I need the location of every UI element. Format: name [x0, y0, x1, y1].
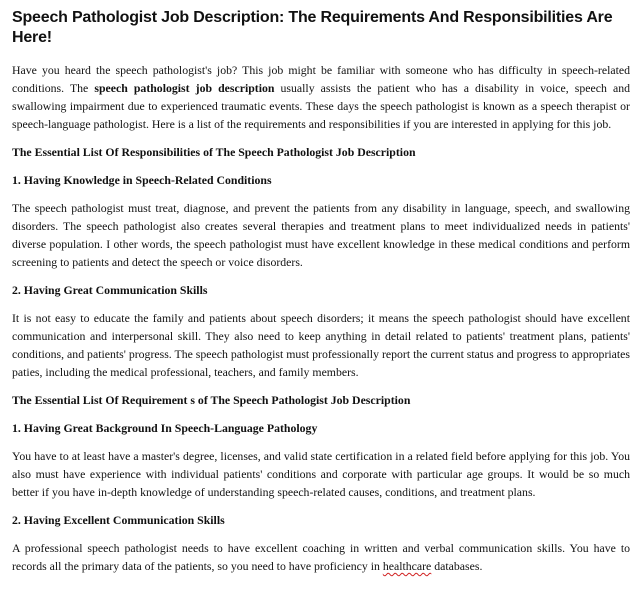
requirement-2-text [12, 539, 630, 575]
responsibility-1-text: The speech pathologist must treat, diagnose, and prevent the patients from any disability in language, speech, and swallowing disorders. The speech pathologist also creates several therapies and treatment plans to meet individualized needs in patients' diverse population. I other words, the speech pathologist must have excellent knowledge in these medical conditions and perform screening to patients and detect the speech or voice disorders. [12, 201, 630, 269]
responsibilities-heading: The Essential List Of Responsibilities of The Speech Pathologist Job Description [12, 145, 416, 159]
responsibility-2-heading: 2. Having Great Communication Skills [12, 283, 208, 297]
intro-text-start: Have you heard the speech pathologist's job? This job might be familiar with someone who has difficulty in speech-related conditions. The [12, 63, 630, 95]
document-title: Speech Pathologist Job Description: The Requirements And Responsibilities Are Here! [12, 9, 613, 46]
requirement-1-text: You have to at least have a master's degree, licenses, and valid state certification in a related field before applying for this job. You also must have experience with individual patients' conditions and corporate with particular age groups. It would be so much better if you have in-depth knowledge of understanding speech-related causes, conditions, and treatment plans. [12, 449, 630, 499]
requirement-2-text-end: databases. [431, 559, 483, 573]
spellcheck-flagged-word: healthcare [382, 559, 432, 573]
intro-bold-term: speech pathologist job description [94, 81, 275, 95]
intro-text-end: usually assists the patient who has a disability in voice, speech and swallowing impairment due to experienced traumatic events. These days the speech pathologist is known as a speech therapist or speech-language pathologist. Here is a list of the requirements and responsibilities if you are interested in applying for this job. [12, 81, 630, 131]
intro-paragraph [12, 61, 630, 133]
requirement-2-text-start: A professional speech pathologist needs to have excellent coaching in written and verbal communication skills. You have to records all the primary data of the patients, so you need to have proficiency in [12, 541, 630, 573]
responsibility-1-heading: 1. Having Knowledge in Speech-Related Conditions [12, 173, 272, 187]
requirement-2-heading: 2. Having Excellent Communication Skills [12, 513, 225, 527]
requirement-1-heading: 1. Having Great Background In Speech-Language Pathology [12, 421, 318, 435]
responsibility-2-text: It is not easy to educate the family and patients about speech disorders; it means the speech pathologist should have excellent communication and interpersonal skill. They also need to keep anything in detail related to patients' treatment plans, patients' conditions, and patients' progress. The speech pathologist must professionally report the current status and progress to appropriates paties, including the medical professional, teachers, and family members. [12, 311, 630, 379]
requirements-heading: The Essential List Of Requirement s of The Speech Pathologist Job Description [12, 393, 411, 407]
document-page [12, 8, 630, 585]
